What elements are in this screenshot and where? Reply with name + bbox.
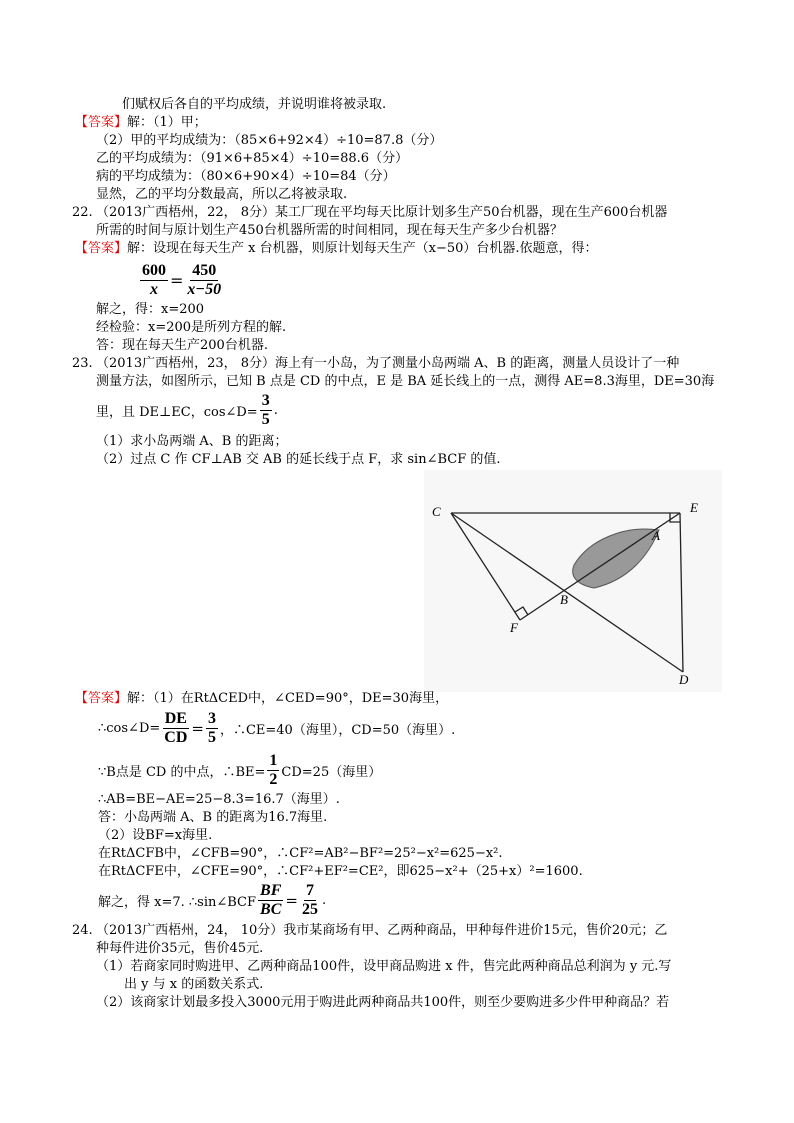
answer-text: 经检验：x=200是所列方程的解. [96, 320, 287, 335]
equation [138, 262, 225, 299]
question-text [96, 392, 278, 429]
sub-question: （1）若商家同时购进甲、乙两种商品100件，设甲商品购进 x 件，售完此两种商品总利润为 y 元.写 [96, 959, 672, 974]
answer-text [98, 882, 326, 919]
answer-text: ∴AB=BE−AE=25−8.3=16.7（海里）. [98, 792, 340, 807]
text: . [321, 893, 327, 908]
q21-continuation: 们赋权后各自的平均成绩，并说明谁将被录取. [122, 97, 387, 112]
denominator: x [150, 281, 158, 298]
answer-text [98, 710, 455, 747]
fraction [185, 262, 223, 299]
answer-tag: 【答案】 [75, 115, 128, 130]
question-number: 23. [72, 356, 93, 371]
numerator: 450 [192, 262, 217, 279]
question-text: （2013广西梧州，24， 10分）我市某商场有甲、乙两种商品，甲种每件进价15元，售价20元；乙 [96, 923, 668, 938]
numerator: DE [164, 710, 187, 727]
text: ，∴CE=40（海里），CD=50（海里）. [219, 723, 456, 738]
sub-question: （2）过点 C 作 CF⊥AB 交 AB 的延长线于点 F，求 sin∠BCF 的值. [96, 452, 501, 467]
text: 解之，得 x=7. ∴sin∠BCF [98, 895, 257, 910]
denominator: CD [164, 729, 188, 746]
geometry-figure [424, 470, 722, 692]
text: ∴cos∠D= [98, 721, 161, 736]
answer-text [98, 752, 381, 789]
label-c: C [432, 504, 441, 519]
denominator: 2 [269, 771, 278, 788]
q23-answer-line [75, 690, 448, 708]
sub-question: 出 y 与 x 的函数关系式. [124, 977, 264, 992]
fraction [260, 392, 272, 429]
answer-tag: 【答案】 [75, 691, 128, 706]
answer-text: 解：设现在每天生产 x 台机器，则原计划每天生产（x−50）台机器.依题意，得： [127, 241, 598, 256]
fraction [300, 882, 320, 919]
answer-text: （2）设BF=x海里. [98, 828, 213, 843]
answer-text: 病的平均成绩为：（80×6+90×4）÷10=84（分） [96, 169, 396, 184]
label-f: F [510, 620, 518, 635]
answer-tag: 【答案】 [75, 241, 128, 256]
fraction [162, 710, 189, 747]
denominator: 5 [207, 729, 216, 746]
answer-text: 解：（1）甲； [127, 115, 207, 130]
answer-text: 解：（1）在RtΔCED中，∠CED=90°，DE=30海里， [127, 691, 449, 706]
question-number: 24. [72, 923, 93, 938]
denominator: 5 [261, 411, 270, 428]
numerator: 1 [269, 752, 278, 769]
denominator: BC [260, 901, 282, 918]
fraction [140, 262, 168, 299]
answer-text: 在RtΔCFB中，∠CFB=90°，∴CF²=AB²−BF²=25²−x²=625−x². [98, 846, 503, 861]
q21-answer-line [75, 114, 207, 132]
label-a: A [652, 528, 660, 543]
sub-question: （1）求小岛两端 A、B 的距离； [96, 434, 288, 449]
text: ∵B点是 CD 的中点，∴BE= [98, 765, 266, 780]
answer-text: 显然，乙的平均分数最高，所以乙将被录取. [96, 187, 348, 202]
label-d: D [679, 672, 689, 687]
answer-text: 在RtΔCFE中，∠CFE=90°，∴CF²+EF²=CE²，即625−x²+（25+x）²=1600. [98, 864, 583, 879]
question-text: （2013广西梧州，22， 8分）某工厂现在平均每天比原计划多生产50台机器，现在生产600台机器 [96, 205, 668, 220]
q22-answer-line [75, 240, 598, 258]
numerator: 3 [261, 392, 270, 409]
text: . [273, 403, 278, 418]
fraction [267, 752, 279, 789]
figure-background [424, 470, 722, 692]
equals-sign: = [170, 271, 184, 290]
label-b: B [560, 592, 568, 607]
fraction [258, 882, 283, 919]
equals-sign: = [285, 891, 298, 910]
answer-text: （2）甲的平均成绩为：（85×6+92×4）÷10=87.8（分） [96, 133, 443, 148]
numerator: 600 [142, 262, 166, 279]
text: CD=25（海里） [281, 765, 382, 780]
sub-question: （2）该商家计划最多投入3000元用于购进此两种商品共100件，则至少要购进多少件甲种商品？若 [96, 995, 670, 1010]
denominator: 25 [301, 901, 318, 918]
equals-sign: = [191, 719, 204, 738]
answer-text: 答：现在每天生产200台机器. [96, 338, 268, 353]
question-text: 所需的时间与原计划生产450台机器所需的时间相同，现在每天生产多少台机器？ [96, 223, 563, 238]
denominator: x−50 [187, 281, 222, 298]
answer-text: 答：小岛两端 A、B 的距离为16.7海里. [98, 810, 328, 825]
question-text: 种每件进价35元，售价45元. [96, 941, 264, 956]
fraction [206, 710, 218, 747]
label-e: E [690, 500, 698, 515]
numerator: 7 [305, 882, 314, 899]
question-text: （2013广西梧州，23， 8分）海上有一小岛，为了测量小岛两端 A、B 的距离，测量人员设计了一种 [96, 356, 680, 371]
question-number: 22. [72, 205, 93, 220]
answer-text: 解之，得：x=200 [96, 302, 205, 317]
numerator: BF [260, 882, 282, 899]
numerator: 3 [207, 710, 216, 727]
answer-text: 乙的平均成绩为：（91×6+85×4）÷10=88.6（分） [96, 151, 409, 166]
text: 里，且 DE⊥EC，cos∠D= [96, 405, 258, 420]
question-text: 测量方法，如图所示，已知 B 点是 CD 的中点，E 是 BA 延长线上的一点，测得 AE=8.3海里，DE=30海 [96, 374, 715, 389]
